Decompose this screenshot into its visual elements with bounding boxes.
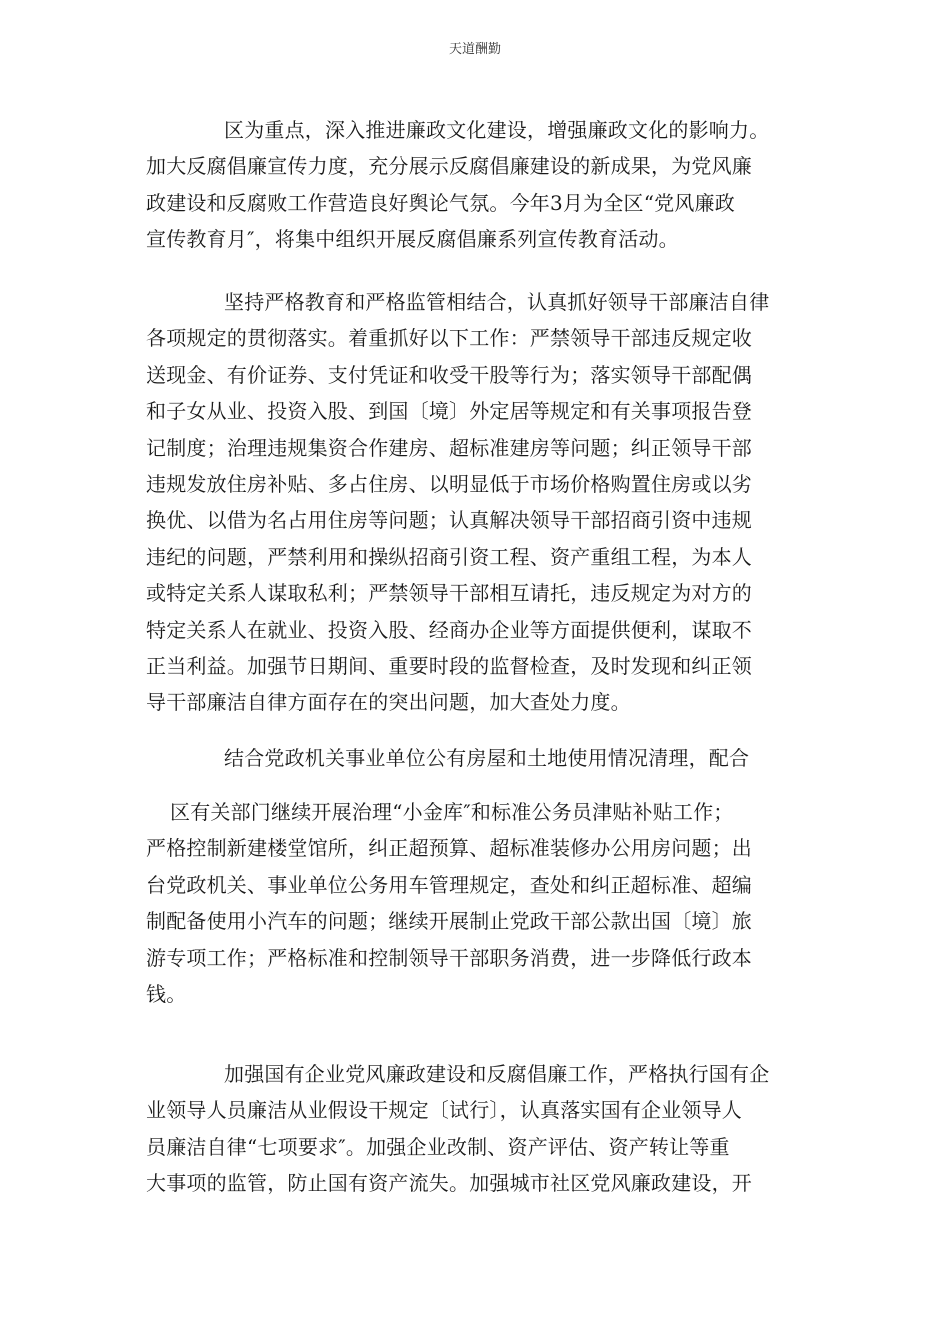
text-line: 和子女从业、投资入股、到国〔境〕外定居等规定和有关事项报告登 xyxy=(146,399,752,424)
text-line: 换优、以借为名占用住房等问题；认真解决领导干部招商引资中违规 xyxy=(146,508,752,533)
text-line: 导干部廉洁自律方面存在的突出问题，加大查处力度。 xyxy=(146,690,631,715)
text-line: 宣传教育月″，将集中组织开展反腐倡廉系列宣传教育活动。 xyxy=(146,227,679,252)
paragraph-4 xyxy=(146,794,820,1012)
text-line: 违规发放住房补贴、多占住房、以明显低于市场价格购置住房或以劣 xyxy=(146,472,752,497)
text-line: 钱。 xyxy=(146,982,187,1007)
text-line: 各项规定的贯彻落实。着重抓好以下工作：严禁领导干部违反规定收 xyxy=(146,326,752,351)
paragraph-1 xyxy=(146,112,806,258)
text-line: 送现金、有价证券、支付凭证和收受干股等行为；落实领导干部配偶 xyxy=(146,362,752,387)
text-line: 制配备使用小汽车的问题；继续开展制止党政干部公款出国〔境〕旅 xyxy=(146,909,752,934)
text-line: 结合党政机关事业单位公有房屋和土地使用情况清理，配合 xyxy=(224,746,750,770)
text-line: 坚持严格教育和严格监管相结合，认真抓好领导干部廉洁自律 xyxy=(224,290,770,314)
text-line: 游专项工作；严格标准和控制领导干部职务消费，进一步降低行政本 xyxy=(146,945,752,970)
text-line: 特定关系人在就业、投资入股、经商办企业等方面提供便利，谋取不 xyxy=(146,617,752,642)
text-line: 台党政机关、事业单位公务用车管理规定，查处和纠正超标准、超编 xyxy=(146,872,752,897)
text-line: 严格控制新建楼堂馆所，纠正超预算、超标准装修办公用房问题；出 xyxy=(146,836,752,861)
text-line: 正当利益。加强节日期间、重要时段的监督检查，及时发现和纠正领 xyxy=(146,654,752,679)
paragraph-5 xyxy=(146,1056,806,1202)
text-line: 加强国有企业党风廉政建设和反腐倡廉工作，严格执行国有企 xyxy=(224,1062,770,1086)
text-line: 大事项的监管，防止国有资产流失。加强城市社区党风廉政建设，开 xyxy=(146,1171,752,1196)
text-line: 政建设和反腐败工作营造良好舆论气氛。今年3月为全区“党风廉政 xyxy=(146,190,735,215)
text-line: 或特定关系人谋取私利；严禁领导干部相互请托，违反规定为对方的 xyxy=(146,581,752,606)
text-line: 区有关部门继续开展治理“小金库″和标准公务员津贴补贴工作； xyxy=(170,800,734,824)
paragraph-3 xyxy=(146,740,806,776)
text-line: 违纪的问题，严禁利用和操纵招商引资工程、资产重组工程，为本人 xyxy=(146,544,752,569)
text-line: 员廉洁自律“七项要求″。加强企业改制、资产评估、资产转让等重 xyxy=(146,1134,730,1159)
text-line: 区为重点，深入推进廉政文化建设，增强廉政文化的影响力。 xyxy=(224,118,770,142)
paragraph-2 xyxy=(146,284,806,721)
page-header: 天道酬勤 xyxy=(448,42,501,57)
text-line: 加大反腐倡廉宣传力度，充分展示反腐倡廉建设的新成果，为党风廉 xyxy=(146,154,752,179)
text-line: 业领导人员廉洁从业假设干规定〔试行〕，认真落实国有企业领导人 xyxy=(146,1098,742,1123)
text-line: 记制度；治理违规集资合作建房、超标准建房等问题；纠正领导干部 xyxy=(146,435,752,460)
